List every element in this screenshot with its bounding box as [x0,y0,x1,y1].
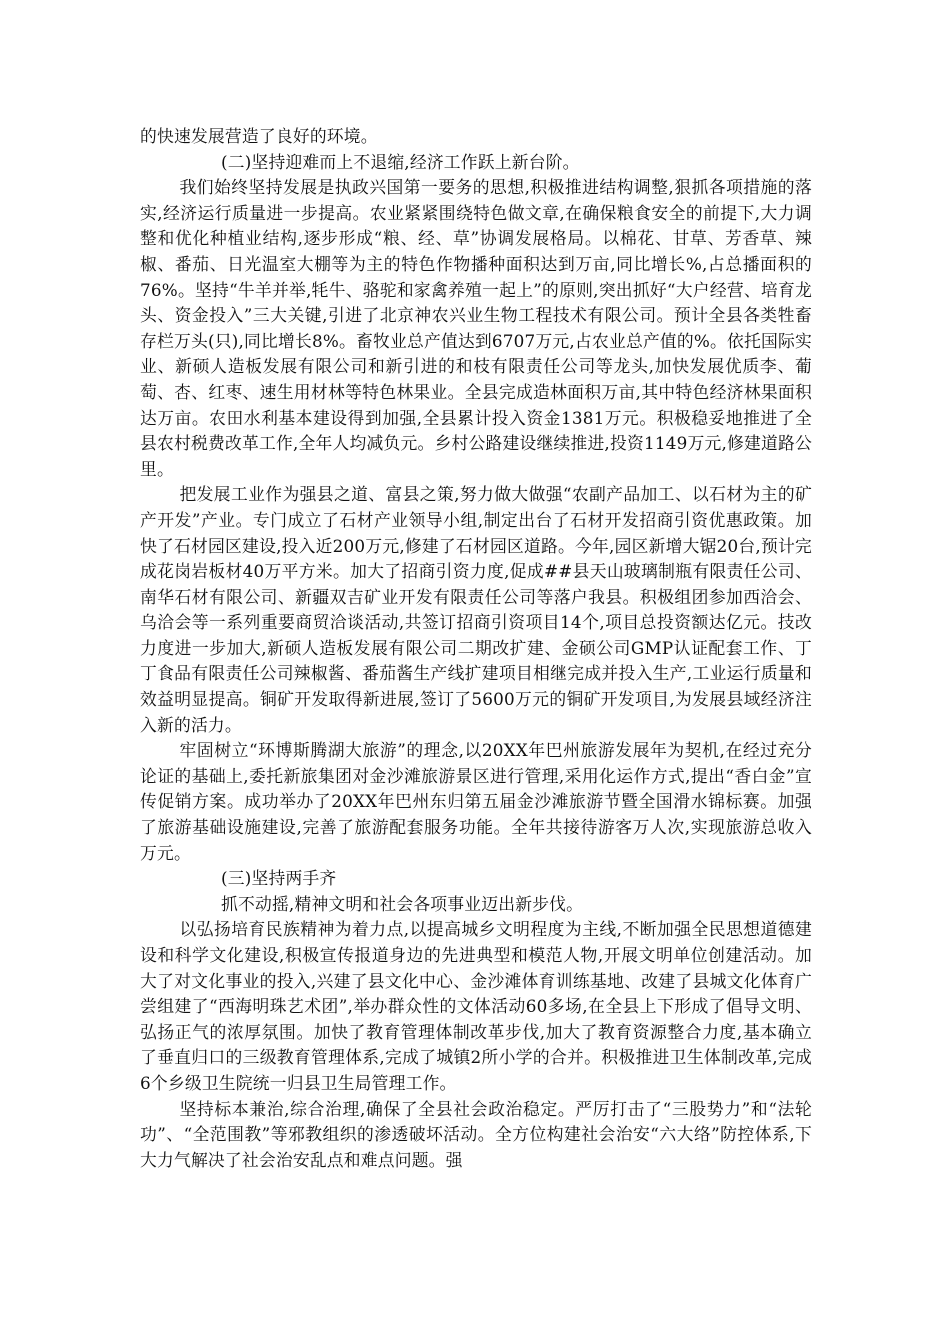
section-heading-3-continuation: 抓不动摇,精神文明和社会各项事业迈出新步伐。 [221,893,584,914]
section-heading-2: (二)坚持迎难而上不退缩,经济工作跃上新台阶。 [221,151,580,172]
paragraph-tourism: 牢固树立“环博斯腾湖大旅游”的理念,以20XX年巴州旅游发展年为契机,在经过充分论证的基础上,委托新旅集团对金沙滩旅游景区进行管理,采用化运作方式,提出“香白金”宣传促销方案。成功举办了20XX年巴州东归第五届金沙滩旅游节暨全国滑水锦标赛。加强了旅游基础设施建设,完善了旅游配套服务功能。全年共接待游客万人次,实现旅游总收入万元。 [140,740,812,863]
paragraph-industry: 把发展工业作为强县之道、富县之策,努力做大做强“农副产品加工、以石材为主的矿产开发”产业。专门成立了石材产业领导小组,制定出台了石材开发招商引资优惠政策。加快了石材园区建设,投入近200万元,修建了石材园区道路。今年,园区新增大锯20台,预计完成花岗岩板材40万平方米。加大了招商引资力度,促成##县天山玻璃制瓶有限责任公司、南华石材有限公司、新疆双吉矿业开发有限责任公司等落户我县。积极组团参加西洽会、乌洽会等一系列重要商贸洽谈活动,共签订招商引资项目14个,项目总投资额达亿元。技改力度进一步加大,新硕人造板发展有限公司二期改扩建、金硕公司GMP认证配套工作、丁丁食品有限责任公司辣椒酱、番茄酱生产线扩建项目相继完成并投入生产,工业运行质量和效益明显提高。铜矿开发取得新进展,签订了5600万元的铜矿开发项目,为发展县域经济注入新的活力。 [140,484,812,735]
paragraph-continuation: 的快速发展营造了良好的环境。 [140,126,378,146]
paragraph-economy: 我们始终坚持发展是执政兴国第一要务的思想,积极推进结构调整,狠抓各项措施的落实,经济运行质量进一步提高。农业紧紧围绕特色做文章,在确保粮食安全的前提下,大力调整和优化种植业结构,逐步形成“粮、经、草”协调发展格局。以棉花、甘草、芳香草、辣椒、番茄、日光温室大棚等为主的特色作物播种面积达到万亩,同比增长%,占总播面积的76%。坚持“牛羊并举,牦牛、骆驼和家禽养殖一起上”的原则,突出抓好“大户经营、培育龙头、资金投入”三大关键,引进了北京神农兴业生物工程技术有限公司。预计全县各类牲畜存栏万头(只),同比增长8%。畜牧业总产值达到6707万元,占农业总产值的%。依托国际实业、新硕人造板发展有限公司和新引进的和枝有限责任公司等龙头,加快发展优质李、葡萄、杏、红枣、速生用材林等特色林果业。全县完成造林面积万亩,其中特色经济林果面积达万亩。农田水利基本建设得到加强,全县累计投入资金1381万元。积极稳妥地推进了全县农村税费改革工作,全年人均减负元。乡村公路建设继续推进,投资1149万元,修建道路公里。 [140,177,812,479]
section-heading-3: (三)坚持两手齐 [221,868,337,889]
paragraph-social-stability: 坚持标本兼治,综合治理,确保了全县社会政治稳定。严厉打击了“三股势力”和“法轮功”、“全范围教”等邪教组织的渗透破坏活动。全方位构建社会治安“六大络”防控体系,下大力气解决了社会治安乱点和难点问题。强 [140,1098,812,1170]
document-body [140,124,812,1173]
paragraph-culture-education: 以弘扬培育民族精神为着力点,以提高城乡文明程度为主线,不断加强全民思想道德建设和科学文化建设,积极宣传报道身边的先进典型和模范人物,开展文明单位创建活动。加大了对文化事业的投入,兴建了县文化中心、金沙滩体育训练基地、改建了县城文化体育广尝组建了“西海明珠艺术团”,举办群众性的文体活动60多场,在全县上下形成了倡导文明、弘扬正气的浓厚氛围。加快了教育管理体制改革步伐,加大了教育资源整合力度,基本确立了垂直归口的三级教育管理体系,完成了城镇2所小学的合并。积极推进卫生体制改革,完成6个乡级卫生院统一归县卫生局管理工作。 [140,919,812,1093]
